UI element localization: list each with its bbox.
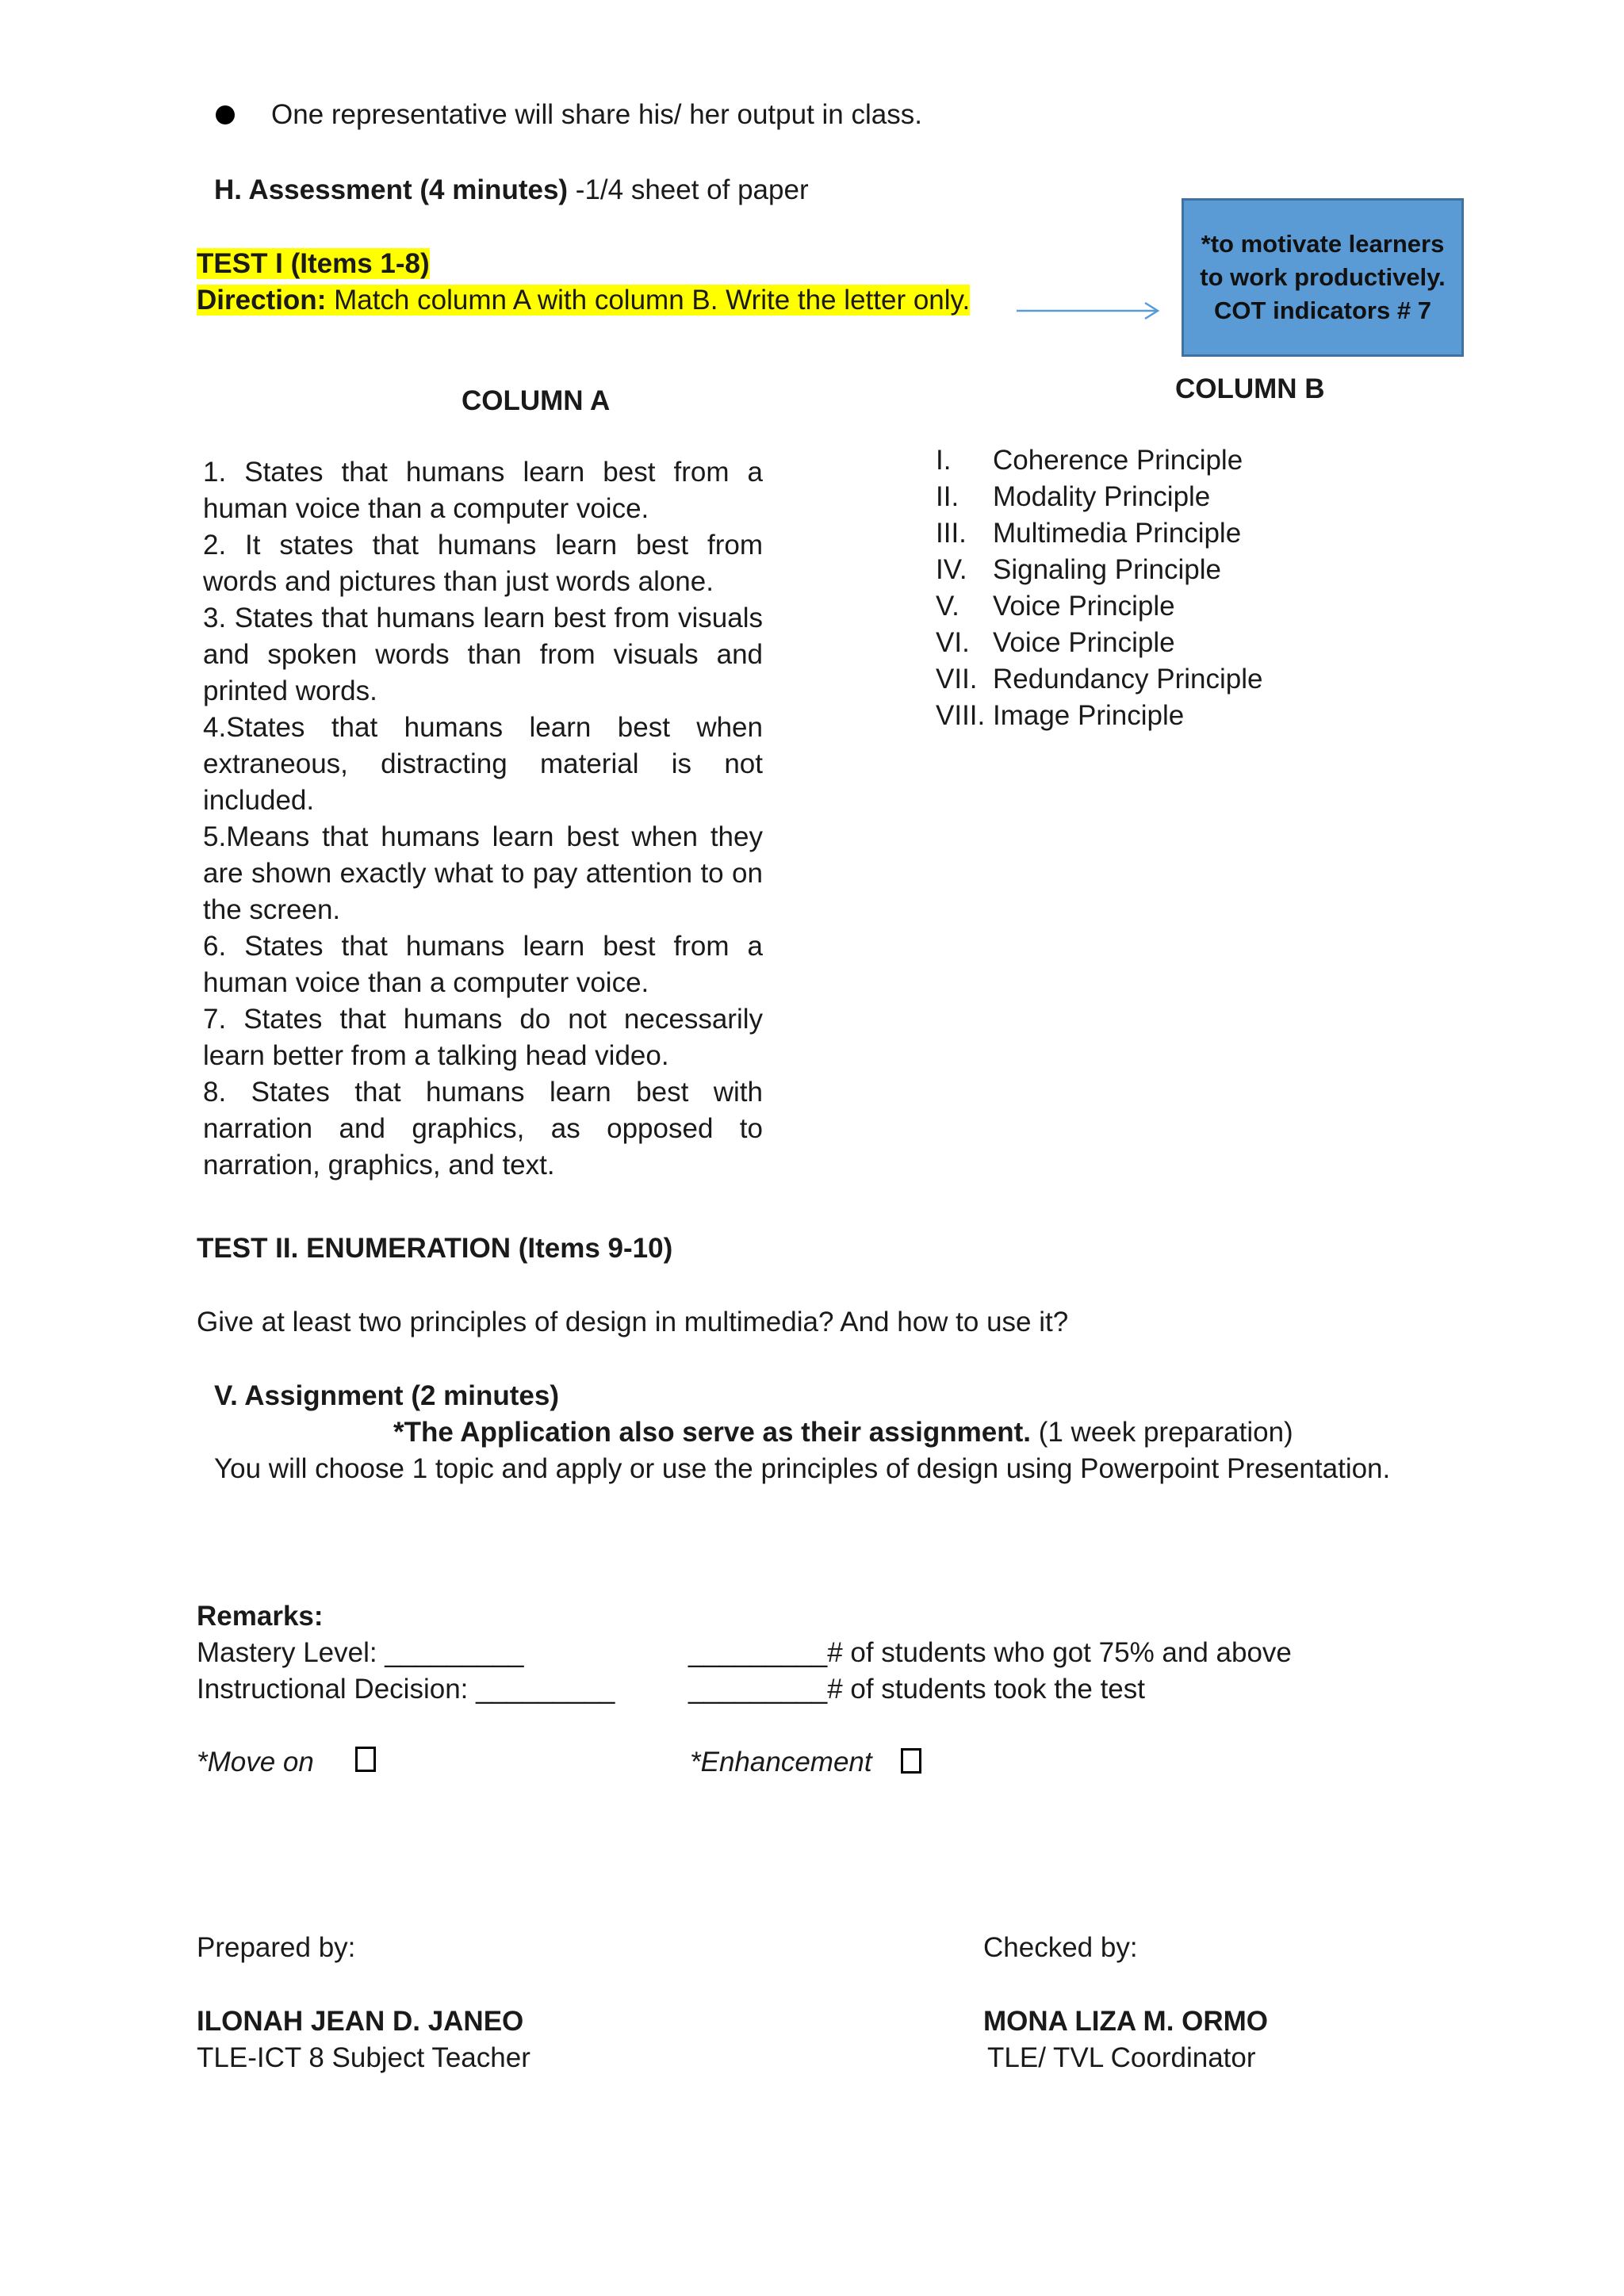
- students-75-line: _________# of students who got 75% and above: [688, 1637, 1292, 1668]
- column-b-label: Redundancy Principle: [993, 664, 1263, 695]
- column-a-item: 1. States that humans learn best from a human voice than a computer voice.: [203, 457, 763, 524]
- remarks-heading: Remarks:: [197, 1601, 324, 1632]
- column-b-item: [936, 661, 1332, 698]
- column-a-item: 8. States that humans learn best with narration and graphics, as opposed to narration, graphics, and text.: [203, 1077, 763, 1181]
- column-b-item: [936, 698, 1332, 734]
- column-b-numeral: III.: [936, 518, 967, 549]
- column-b-label: Voice Principle: [993, 591, 1175, 622]
- column-b-label: Coherence Principle: [993, 445, 1243, 476]
- assessment-title: H. Assessment (4 minutes): [214, 174, 569, 205]
- column-b-heading: COLUMN B: [1175, 373, 1325, 404]
- arrow-right-icon: [1013, 300, 1172, 323]
- column-a-item: 6. States that humans learn best from a human voice than a computer voice.: [203, 931, 763, 998]
- checked-name: MONA LIZA M. ORMO: [983, 2006, 1269, 2037]
- assessment-heading: [214, 172, 809, 209]
- test1-direction: [197, 285, 970, 316]
- callout-text: *to motivate learners to work productively. COT indicators # 7: [1200, 230, 1446, 324]
- students-took-line: _________# of students took the test: [688, 1674, 1145, 1705]
- move-on-checkbox[interactable]: [355, 1747, 376, 1772]
- column-a-item: 7. States that humans do not necessarily learn better from a talking head video.: [203, 1004, 763, 1071]
- direction-text: Match column A with column B. Write the letter only.: [326, 285, 971, 316]
- column-b-item: [936, 515, 1332, 552]
- prepared-label: Prepared by:: [197, 1932, 356, 1963]
- test2-question: Give at least two principles of design in multimedia? And how to use it?: [197, 1307, 1069, 1337]
- column-a-item: 5.Means that humans learn best when they are shown exactly what to pay attention to on the screen.: [203, 821, 763, 925]
- column-b-numeral: II.: [936, 481, 959, 512]
- column-a-item: 3. States that humans learn best from visuals and spoken words than from visuals and printed words.: [203, 603, 763, 706]
- column-b-item: [936, 442, 1332, 479]
- assignment-line: [393, 1414, 1293, 1451]
- column-b-label: Image Principle: [993, 700, 1185, 731]
- checked-title: TLE/ TVL Coordinator: [987, 2042, 1256, 2073]
- test1-direction-line: [197, 282, 970, 319]
- enhancement-label: *Enhancement: [690, 1747, 872, 1777]
- column-b-item: [936, 479, 1332, 515]
- column-b-numeral: VIII.: [936, 700, 986, 731]
- column-a-item: 2. It states that humans learn best from words and pictures than just words alone.: [203, 530, 763, 597]
- prepared-name: ILONAH JEAN D. JANEO: [197, 2006, 524, 2037]
- bullet-icon: [216, 105, 235, 124]
- column-b-numeral: VII.: [936, 664, 978, 695]
- bullet-text: One representative will share his/ her output in class.: [271, 99, 922, 130]
- test1-title: TEST I (Items 1-8): [197, 248, 430, 279]
- column-b-numeral: V.: [936, 591, 959, 622]
- instructional-decision: Instructional Decision: _________: [197, 1674, 615, 1705]
- checked-label: Checked by:: [983, 1932, 1138, 1963]
- column-b-label: Voice Principle: [993, 627, 1175, 658]
- test2-title: TEST II. ENUMERATION (Items 9-10): [197, 1233, 673, 1264]
- column-b-numeral: VI.: [936, 627, 970, 658]
- assignment-heading: V. Assignment (2 minutes): [214, 1380, 560, 1411]
- prepared-title: TLE-ICT 8 Subject Teacher: [197, 2042, 530, 2073]
- column-a-item: 4.States that humans learn best when extraneous, distracting material is not included.: [203, 712, 763, 816]
- assignment-prep: (1 week preparation): [1030, 1417, 1293, 1448]
- test1-title-line: [197, 246, 430, 282]
- column-b-item: [936, 588, 1332, 625]
- mastery-level: Mastery Level: _________: [197, 1637, 524, 1668]
- column-b-item: [936, 625, 1332, 661]
- column-b-list: [936, 442, 1332, 734]
- assignment-bold: *The Application also serve as their assignment.: [393, 1417, 1031, 1448]
- column-b-numeral: IV.: [936, 554, 967, 585]
- cot-callout-box: [1182, 198, 1464, 357]
- column-b-label: Signaling Principle: [993, 554, 1221, 585]
- column-a-list: [203, 454, 763, 1184]
- column-b-label: Modality Principle: [993, 481, 1211, 512]
- assessment-note: -1/4 sheet of paper: [568, 174, 809, 205]
- column-b-item: [936, 552, 1332, 588]
- move-on-label: *Move on: [197, 1747, 314, 1777]
- direction-label: Direction:: [197, 285, 327, 316]
- column-a-heading: COLUMN A: [462, 385, 611, 416]
- column-b-label: Multimedia Principle: [993, 518, 1242, 549]
- enhancement-checkbox[interactable]: [901, 1748, 921, 1774]
- column-b-numeral: I.: [936, 445, 952, 476]
- assignment-instruction: You will choose 1 topic and apply or use the principles of design using Powerpoint Presentation.: [214, 1453, 1391, 1484]
